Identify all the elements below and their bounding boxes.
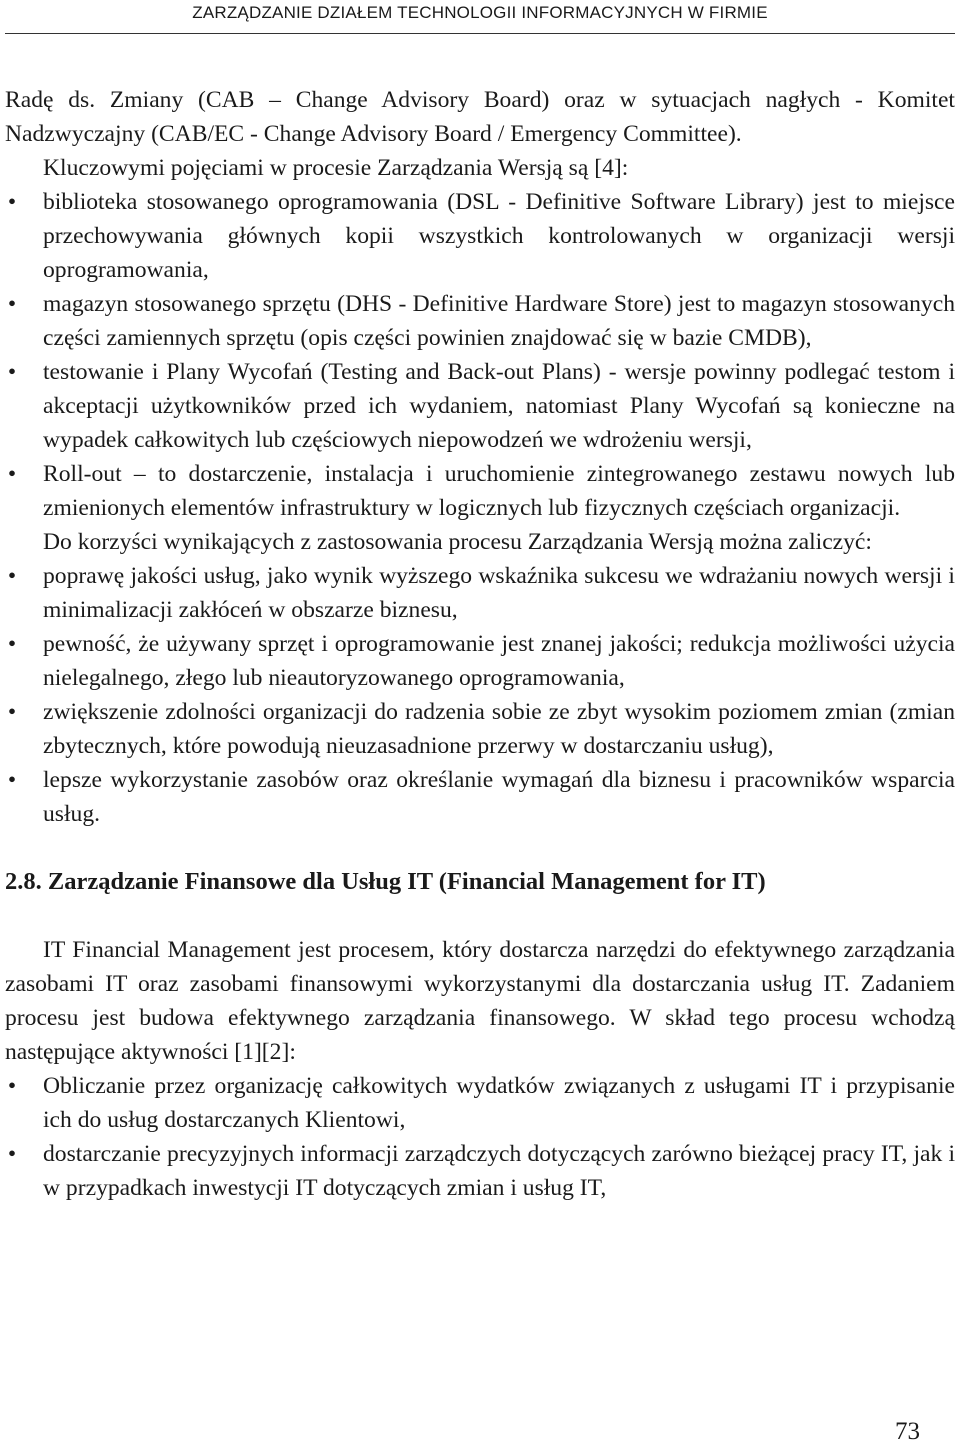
list-item xyxy=(5,355,955,457)
bullet-icon: • xyxy=(7,291,17,317)
list-item-text: pewność, że używany sprzęt i oprogramowanie jest znanej jakości; redukcja możliwości użycia nielegalnego, złego lub nieautoryzowanego oprogramowania, xyxy=(43,631,955,691)
header-divider xyxy=(5,33,955,34)
page-body xyxy=(5,83,955,1205)
list-item xyxy=(5,695,955,763)
bullet-icon: • xyxy=(7,1141,17,1167)
activities-list xyxy=(5,1069,955,1205)
running-header: ZARZĄDZANIE DZIAŁEM TECHNOLOGII INFORMACYJNYCH W FIRMIE xyxy=(192,3,768,22)
bullet-icon: • xyxy=(7,189,17,215)
bullet-icon: • xyxy=(7,359,17,385)
bullet-icon: • xyxy=(7,631,17,657)
key-concepts-list xyxy=(5,185,955,525)
bullet-icon: • xyxy=(7,461,17,487)
intro-paragraph: Radę ds. Zmiany (CAB – Change Advisory Board) oraz w sytuacjach nagłych - Komitet Nadzwyczajny (CAB/EC - Change Advisory Board / Emergency Committee). xyxy=(5,87,955,147)
list-item-text: magazyn stosowanego sprzętu (DHS - Definitive Hardware Store) jest to magazyn stosowanych części zamiennych sprzętu (opis części powinien znajdować się w bazie CMDB), xyxy=(43,291,955,351)
list-item-text: zwiększenie zdolności organizacji do radzenia sobie ze zbyt wysokim poziomem zmian (zmian zbytecznych, które powodują nieuzasadnione przerwy w dostarczaniu usług), xyxy=(43,699,955,759)
bullet-icon: • xyxy=(7,563,17,589)
list-item xyxy=(5,185,955,287)
benefits-intro: Do korzyści wynikających z zastosowania procesu Zarządzania Wersją można zaliczyć: xyxy=(43,529,872,555)
list-item-text: poprawę jakości usług, jako wynik wyższego wskaźnika sukcesu we wdrażaniu nowych wersji i minimalizacji zakłóceń w obszarze biznesu, xyxy=(43,563,955,623)
list-item xyxy=(5,559,955,627)
bullet-icon: • xyxy=(7,767,17,793)
page-number: 73 xyxy=(895,1418,920,1445)
section-paragraph: IT Financial Management jest procesem, który dostarcza narzędzi do efektywnego zarządzania zasobami IT oraz zasobami finansowymi wykorzystanymi dla dostarczania usług IT. Zadaniem procesu jest budowa efektywnego zarządzania finansowego. W skład tego procesu wchodzą następujące aktywności [1][2]: xyxy=(5,937,955,1065)
section-heading: 2.8. Zarządzanie Finansowe dla Usług IT (Financial Management for IT) xyxy=(5,868,766,895)
list-item xyxy=(5,763,955,831)
benefits-list xyxy=(5,559,955,831)
list-item xyxy=(5,287,955,355)
list-item-text: testowanie i Plany Wycofań (Testing and Back-out Plans) - wersje powinny podlegać testom i akceptacji użytkowników przed ich wydaniem, natomiast Plany Wycofań są konieczne na wypadek całkowitych lub częściowych niepowodzeń we wdrożeniu wersji, xyxy=(43,359,955,453)
list-item-text: Roll-out – to dostarczenie, instalacja i uruchomienie zintegrowanego zestawu nowych lub zmienionych elementów infrastruktury w logicznych lub fizycznych częściach organizacji. xyxy=(43,461,955,521)
list-item xyxy=(5,1069,955,1137)
list-item-text: biblioteka stosowanego oprogramowania (DSL - Definitive Software Library) jest to miejsce przechowywania głównych kopii wszystkich kontrolowanych w organizacji wersji oprogramowania, xyxy=(43,189,955,283)
bullet-icon: • xyxy=(7,1073,17,1099)
bullet-icon: • xyxy=(7,699,17,725)
list-item xyxy=(5,627,955,695)
list-item xyxy=(5,457,955,525)
list-item xyxy=(5,1137,955,1205)
key-concepts-intro: Kluczowymi pojęciami w procesie Zarządzania Wersją są [4]: xyxy=(43,155,629,181)
list-item-text: Obliczanie przez organizację całkowitych wydatków związanych z usługami IT i przypisanie ich do usług dostarczanych Klientowi, xyxy=(43,1073,955,1133)
list-item-text: dostarczanie precyzyjnych informacji zarządczych dotyczących zarówno bieżącej pracy IT, jak i w przypadkach inwestycji IT dotyczących zmian i usług IT, xyxy=(43,1141,955,1201)
list-item-text: lepsze wykorzystanie zasobów oraz określanie wymagań dla biznesu i pracowników wsparcia usług. xyxy=(43,767,955,827)
